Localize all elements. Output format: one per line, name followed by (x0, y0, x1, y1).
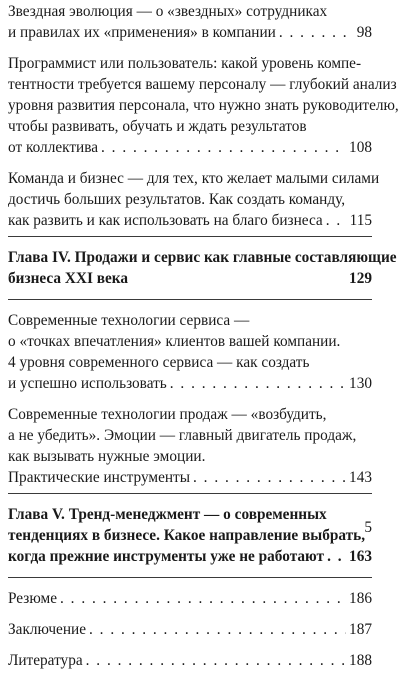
toc-entry-last-line (8, 137, 372, 158)
toc-chapter-4 (8, 247, 397, 289)
toc-page-number: 130 (349, 375, 372, 392)
dot-leader (89, 619, 346, 640)
toc-entry-line: Звездная эволюция — о «звездных» сотрудниках (8, 3, 328, 20)
dot-leader (279, 22, 354, 43)
toc-entry-last-line (8, 467, 372, 488)
toc-entry-line: уровня развития персонала, что нужно знать руководителю, (8, 97, 399, 114)
toc-page-number: 98 (356, 24, 372, 41)
toc-entry-line: и правилах их «применения» в компании (8, 24, 276, 41)
toc-entry-last-line (8, 22, 372, 43)
toc-entry-line: как вызывать нужные эмоции. (8, 448, 206, 465)
toc-entry-line: чтобы развивать, обучать и ждать результатов (8, 118, 307, 135)
toc-entry-conclusion (8, 619, 372, 640)
chapter-rule-top (8, 236, 372, 237)
toc-page-number: 108 (349, 139, 372, 156)
toc-entry-line: как развить и как использовать на благо бизнеса (8, 212, 323, 229)
toc-entry-line: и успешно использовать (8, 375, 167, 392)
chapter-rule-top (8, 493, 372, 494)
toc-page-number: 115 (349, 212, 372, 229)
toc-page-number: 187 (349, 621, 372, 638)
toc-entry-line: Программист или пользователь: какой уровень компе- (8, 55, 362, 72)
toc-entry-last-line (8, 373, 372, 394)
toc-entry-literature (8, 650, 372, 671)
toc-entry-line: бизнеса XXI века (8, 270, 128, 287)
toc-page-number: 129 (349, 270, 372, 287)
dot-leader (60, 588, 346, 609)
dot-leader (327, 546, 346, 567)
toc-entry-line: Литература (8, 652, 83, 669)
toc-entry-sales-technologies (8, 404, 372, 488)
toc-page-number: 163 (349, 548, 372, 565)
toc-entry-star-evolution (8, 1, 372, 43)
page-number: 5 (364, 519, 372, 536)
toc-entry-line: от коллектива (8, 139, 99, 156)
toc-entry-line: достичь больших результатов. Как создать команду, (8, 191, 346, 208)
toc-entry-line: тенденциях в бизнесе. Какое направление выбрать, (8, 527, 366, 544)
dot-leader (326, 210, 347, 231)
toc-entry-line: когда прежние инструменты уже не работают (8, 548, 325, 565)
chapter-rule-bottom (8, 299, 372, 300)
toc-page-number: 143 (349, 469, 372, 486)
dot-leader (170, 373, 346, 394)
toc-entry-team-and-business (8, 168, 380, 231)
toc-entry-last-line (8, 546, 372, 567)
dot-leader (86, 650, 346, 671)
toc-page-number: 186 (349, 590, 372, 607)
toc-entry-summary (8, 588, 372, 609)
toc-entry-line: Современные технологии сервиса — (8, 312, 250, 329)
toc-entry-programmer-or-user (8, 53, 399, 158)
toc-entry-line: Резюме (8, 590, 58, 607)
toc-entry-line: Заключение (8, 621, 87, 638)
toc-entry-line: Современные технологии продаж — «возбудить, (8, 406, 327, 423)
toc-page-number: 188 (349, 652, 372, 669)
dot-leader (101, 137, 346, 158)
toc-entry-last-line (8, 268, 372, 289)
toc-entry-last-line (8, 588, 372, 609)
toc-entry-service-technologies (8, 310, 372, 394)
toc-entry-line: 4 уровня современного сервиса — как создать (8, 354, 310, 371)
chapter-rule-bottom (8, 577, 372, 578)
toc-entry-line: Глава V. Тренд-менеджмент — о современных (8, 506, 327, 523)
toc-chapter-5 (8, 504, 372, 567)
dot-leader (193, 467, 346, 488)
toc-entry-last-line (8, 650, 372, 671)
table-of-contents (8, 0, 399, 681)
toc-entry-line: Практические инструменты (8, 469, 191, 486)
toc-entry-line: Глава IV. Продажи и сервис как главные составляющие (8, 249, 397, 266)
toc-entry-line: о «точках впечатления» клиентов вашей компании. (8, 333, 341, 350)
toc-entry-line: Команда и бизнес — для тех, кто желает малыми силами (8, 170, 380, 187)
toc-entry-last-line (8, 619, 372, 640)
toc-entry-last-line (8, 210, 372, 231)
toc-entry-line: тентности требуется вашему персоналу — глубокий анализ (8, 76, 397, 93)
toc-entry-line: а не убедить». Эмоции — главный двигатель продаж, (8, 427, 357, 444)
